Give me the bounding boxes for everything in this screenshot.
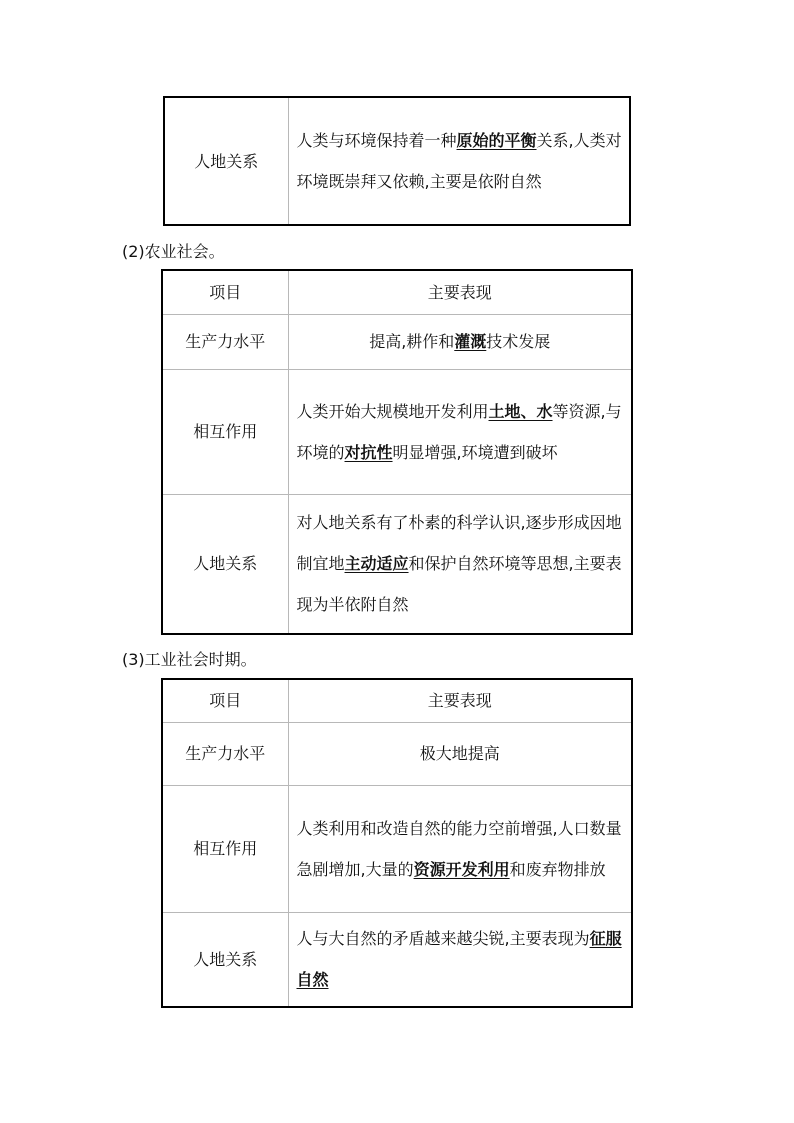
key-term: 主动适应 bbox=[344, 554, 409, 574]
key-term: 征服自然 bbox=[296, 929, 622, 990]
text-segment: 等资源,与环境的 bbox=[296, 401, 622, 462]
row-content bbox=[288, 722, 632, 785]
text-segment: 人与大自然的矛盾越来越尖锐,主要表现为 bbox=[296, 929, 590, 949]
row-label: 生产力水平 bbox=[162, 314, 288, 369]
section-heading-industrial: (3)工业社会时期。 bbox=[122, 650, 257, 669]
text-segment: 和保护自然环境等思想,主要表现为半依附自然 bbox=[296, 554, 622, 615]
header-item: 项目 bbox=[162, 270, 288, 314]
key-term: 原始的平衡 bbox=[456, 131, 537, 150]
row-label: 人地关系 bbox=[164, 97, 288, 225]
table-row bbox=[162, 369, 632, 494]
text-segment: 对人地关系有了朴素的科学认识,逐步形成因地制宜地 bbox=[296, 513, 622, 574]
row-content bbox=[288, 369, 632, 494]
row-content bbox=[288, 314, 632, 369]
header-content: 主要表现 bbox=[288, 270, 632, 314]
table-agricultural-society bbox=[161, 269, 633, 635]
row-label: 生产力水平 bbox=[162, 722, 288, 785]
row-label: 相互作用 bbox=[162, 369, 288, 494]
table-row bbox=[162, 912, 632, 1007]
text-segment: 和废弃物排放 bbox=[509, 859, 606, 879]
text-segment: 极大地提高 bbox=[419, 744, 500, 763]
row-content bbox=[288, 912, 632, 1007]
text-segment: 关系,人类对环境既崇拜又依赖,主要是依附自然 bbox=[296, 131, 622, 191]
section-heading-agricultural: (2)农业社会。 bbox=[122, 242, 225, 261]
text-segment: 提高,耕作和 bbox=[369, 332, 455, 351]
table-row bbox=[162, 314, 632, 369]
text-segment: 明显增强,环境遭到破坏 bbox=[392, 442, 558, 462]
table-continued-primitive-society bbox=[163, 96, 631, 226]
table-row bbox=[162, 722, 632, 785]
text-segment: 人类利用和改造自然的能力空前增强,人口数量急剧增加,大量的 bbox=[296, 818, 622, 879]
row-label: 人地关系 bbox=[162, 912, 288, 1007]
row-label: 人地关系 bbox=[162, 494, 288, 634]
key-term: 灌溉 bbox=[454, 332, 487, 351]
text-segment: 人类与环境保持着一种 bbox=[296, 131, 457, 150]
text-segment: 人类开始大规模地开发利用 bbox=[296, 401, 489, 421]
header-content: 主要表现 bbox=[288, 679, 632, 722]
row-content bbox=[288, 785, 632, 912]
row-content bbox=[288, 97, 630, 225]
table-row bbox=[164, 97, 630, 225]
row-label: 相互作用 bbox=[162, 785, 288, 912]
table-header-row bbox=[162, 270, 632, 314]
table-header-row bbox=[162, 679, 632, 722]
row-content bbox=[288, 494, 632, 634]
table-industrial-society bbox=[161, 678, 633, 1008]
key-term: 资源开发利用 bbox=[413, 859, 510, 879]
table-row bbox=[162, 785, 632, 912]
text-segment: 技术发展 bbox=[486, 332, 551, 351]
key-term: 土地、水 bbox=[488, 401, 553, 421]
header-item: 项目 bbox=[162, 679, 288, 722]
key-term: 对抗性 bbox=[344, 442, 393, 462]
table-row bbox=[162, 494, 632, 634]
